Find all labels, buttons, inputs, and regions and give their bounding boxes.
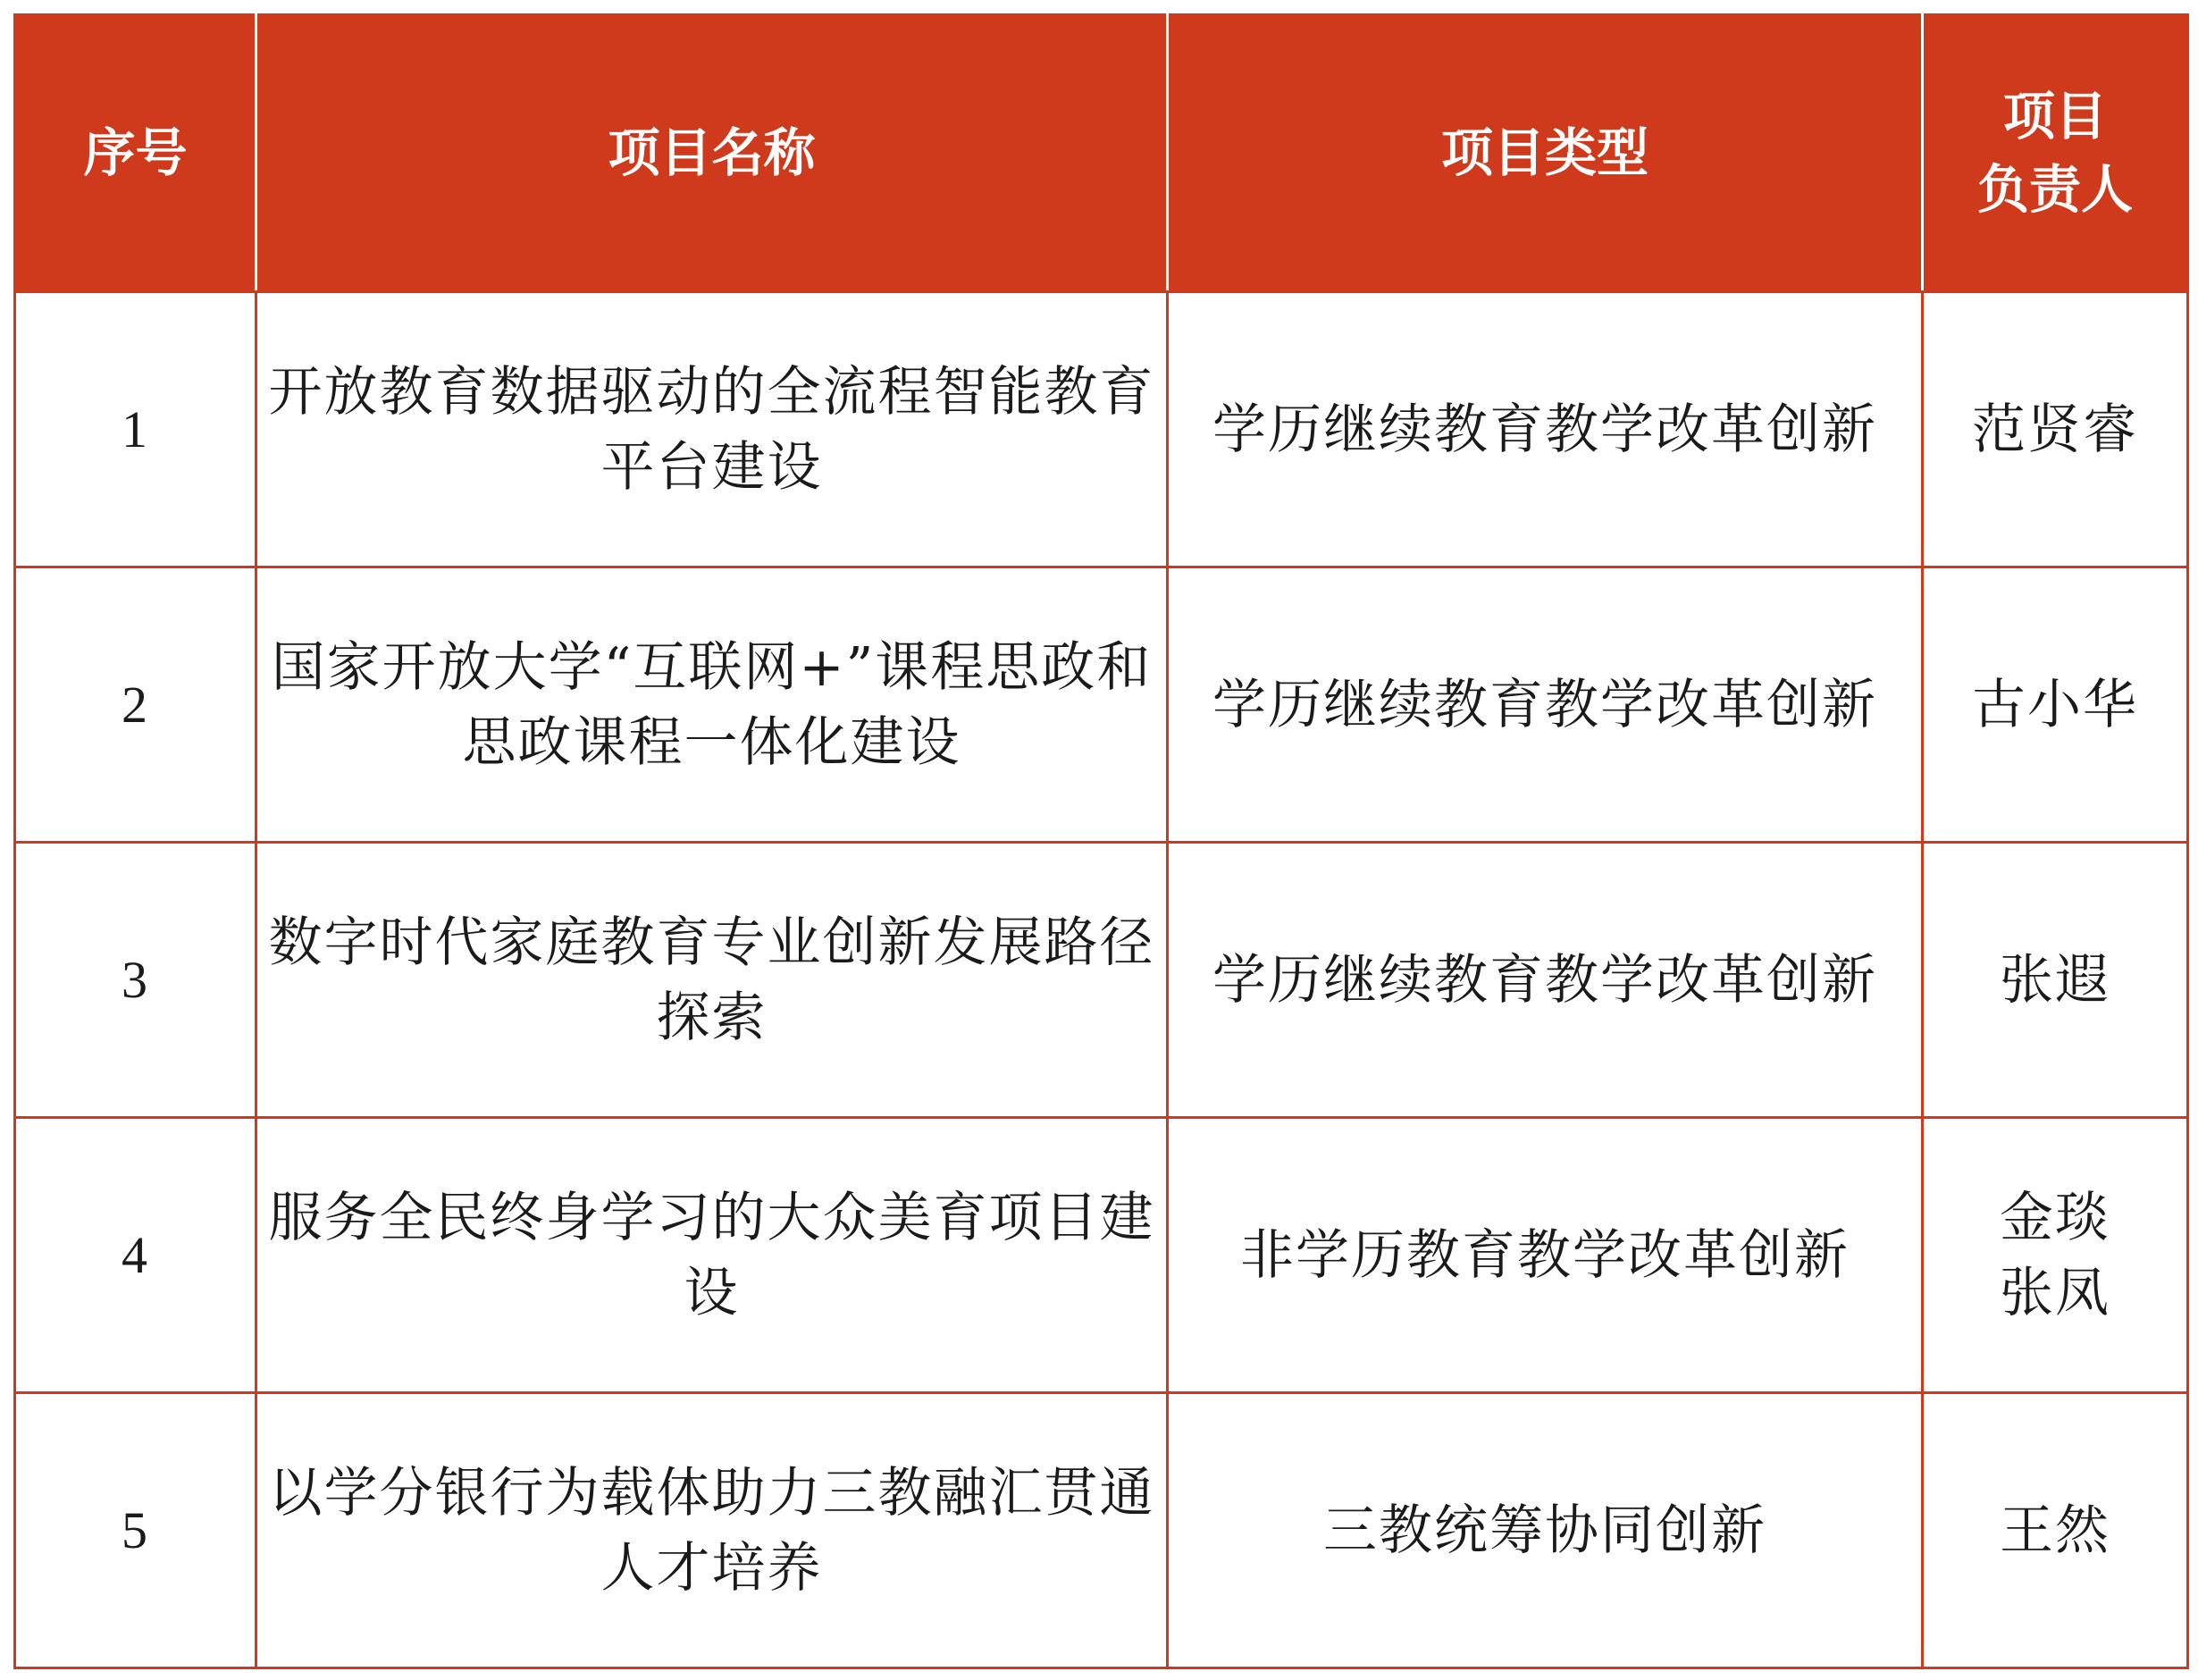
cell-project-type: 学历继续教育教学改革创新 bbox=[1168, 843, 1923, 1118]
cell-project-name: 开放教育数据驱动的全流程智能教育平台建设 bbox=[256, 292, 1168, 567]
header-type: 项目类型 bbox=[1168, 15, 1923, 292]
table-header bbox=[15, 15, 2188, 292]
header-index: 序号 bbox=[15, 15, 256, 292]
cell-index: 5 bbox=[15, 1393, 256, 1668]
table-row bbox=[15, 843, 2188, 1118]
header-leader-line1: 项目 bbox=[2002, 86, 2107, 147]
cell-index: 3 bbox=[15, 843, 256, 1118]
table-row bbox=[15, 567, 2188, 843]
cell-index: 1 bbox=[15, 292, 256, 567]
table-body bbox=[15, 292, 2188, 1668]
cell-project-name: 以学分银行为载体助力三教融汇贯通人才培养 bbox=[256, 1393, 1168, 1668]
cell-leader bbox=[1923, 567, 2188, 843]
leader-name: 古小华 bbox=[1972, 673, 2138, 736]
cell-project-type: 学历继续教育教学改革创新 bbox=[1168, 567, 1923, 843]
leader-name: 范贤睿 bbox=[1972, 398, 2138, 461]
project-table bbox=[13, 13, 2189, 1669]
cell-project-type: 三教统筹协同创新 bbox=[1168, 1393, 1923, 1668]
cell-project-type: 学历继续教育教学改革创新 bbox=[1168, 292, 1923, 567]
leader-name: 张凤 bbox=[2000, 1261, 2110, 1324]
cell-leader bbox=[1923, 1118, 2188, 1393]
table-row bbox=[15, 1118, 2188, 1393]
cell-leader bbox=[1923, 292, 2188, 567]
cell-index: 2 bbox=[15, 567, 256, 843]
cell-index: 4 bbox=[15, 1118, 256, 1393]
leader-name: 金琰 bbox=[2000, 1186, 2110, 1249]
header-row bbox=[15, 15, 2188, 292]
leader-name: 王然 bbox=[2000, 1499, 2110, 1562]
leader-name: 张遐 bbox=[2000, 948, 2110, 1012]
table-row bbox=[15, 292, 2188, 567]
header-name: 项目名称 bbox=[256, 15, 1168, 292]
cell-project-name: 数字时代家庭教育专业创新发展路径探索 bbox=[256, 843, 1168, 1118]
project-table-container bbox=[13, 13, 2186, 1669]
cell-project-name: 国家开放大学“互联网+”课程思政和思政课程一体化建设 bbox=[256, 567, 1168, 843]
header-leader-line2: 负责人 bbox=[1976, 158, 2133, 220]
cell-leader bbox=[1923, 1393, 2188, 1668]
header-leader bbox=[1923, 15, 2188, 292]
table-row bbox=[15, 1393, 2188, 1668]
cell-leader bbox=[1923, 843, 2188, 1118]
cell-project-type: 非学历教育教学改革创新 bbox=[1168, 1118, 1923, 1393]
cell-project-name: 服务全民终身学习的大众美育项目建设 bbox=[256, 1118, 1168, 1393]
